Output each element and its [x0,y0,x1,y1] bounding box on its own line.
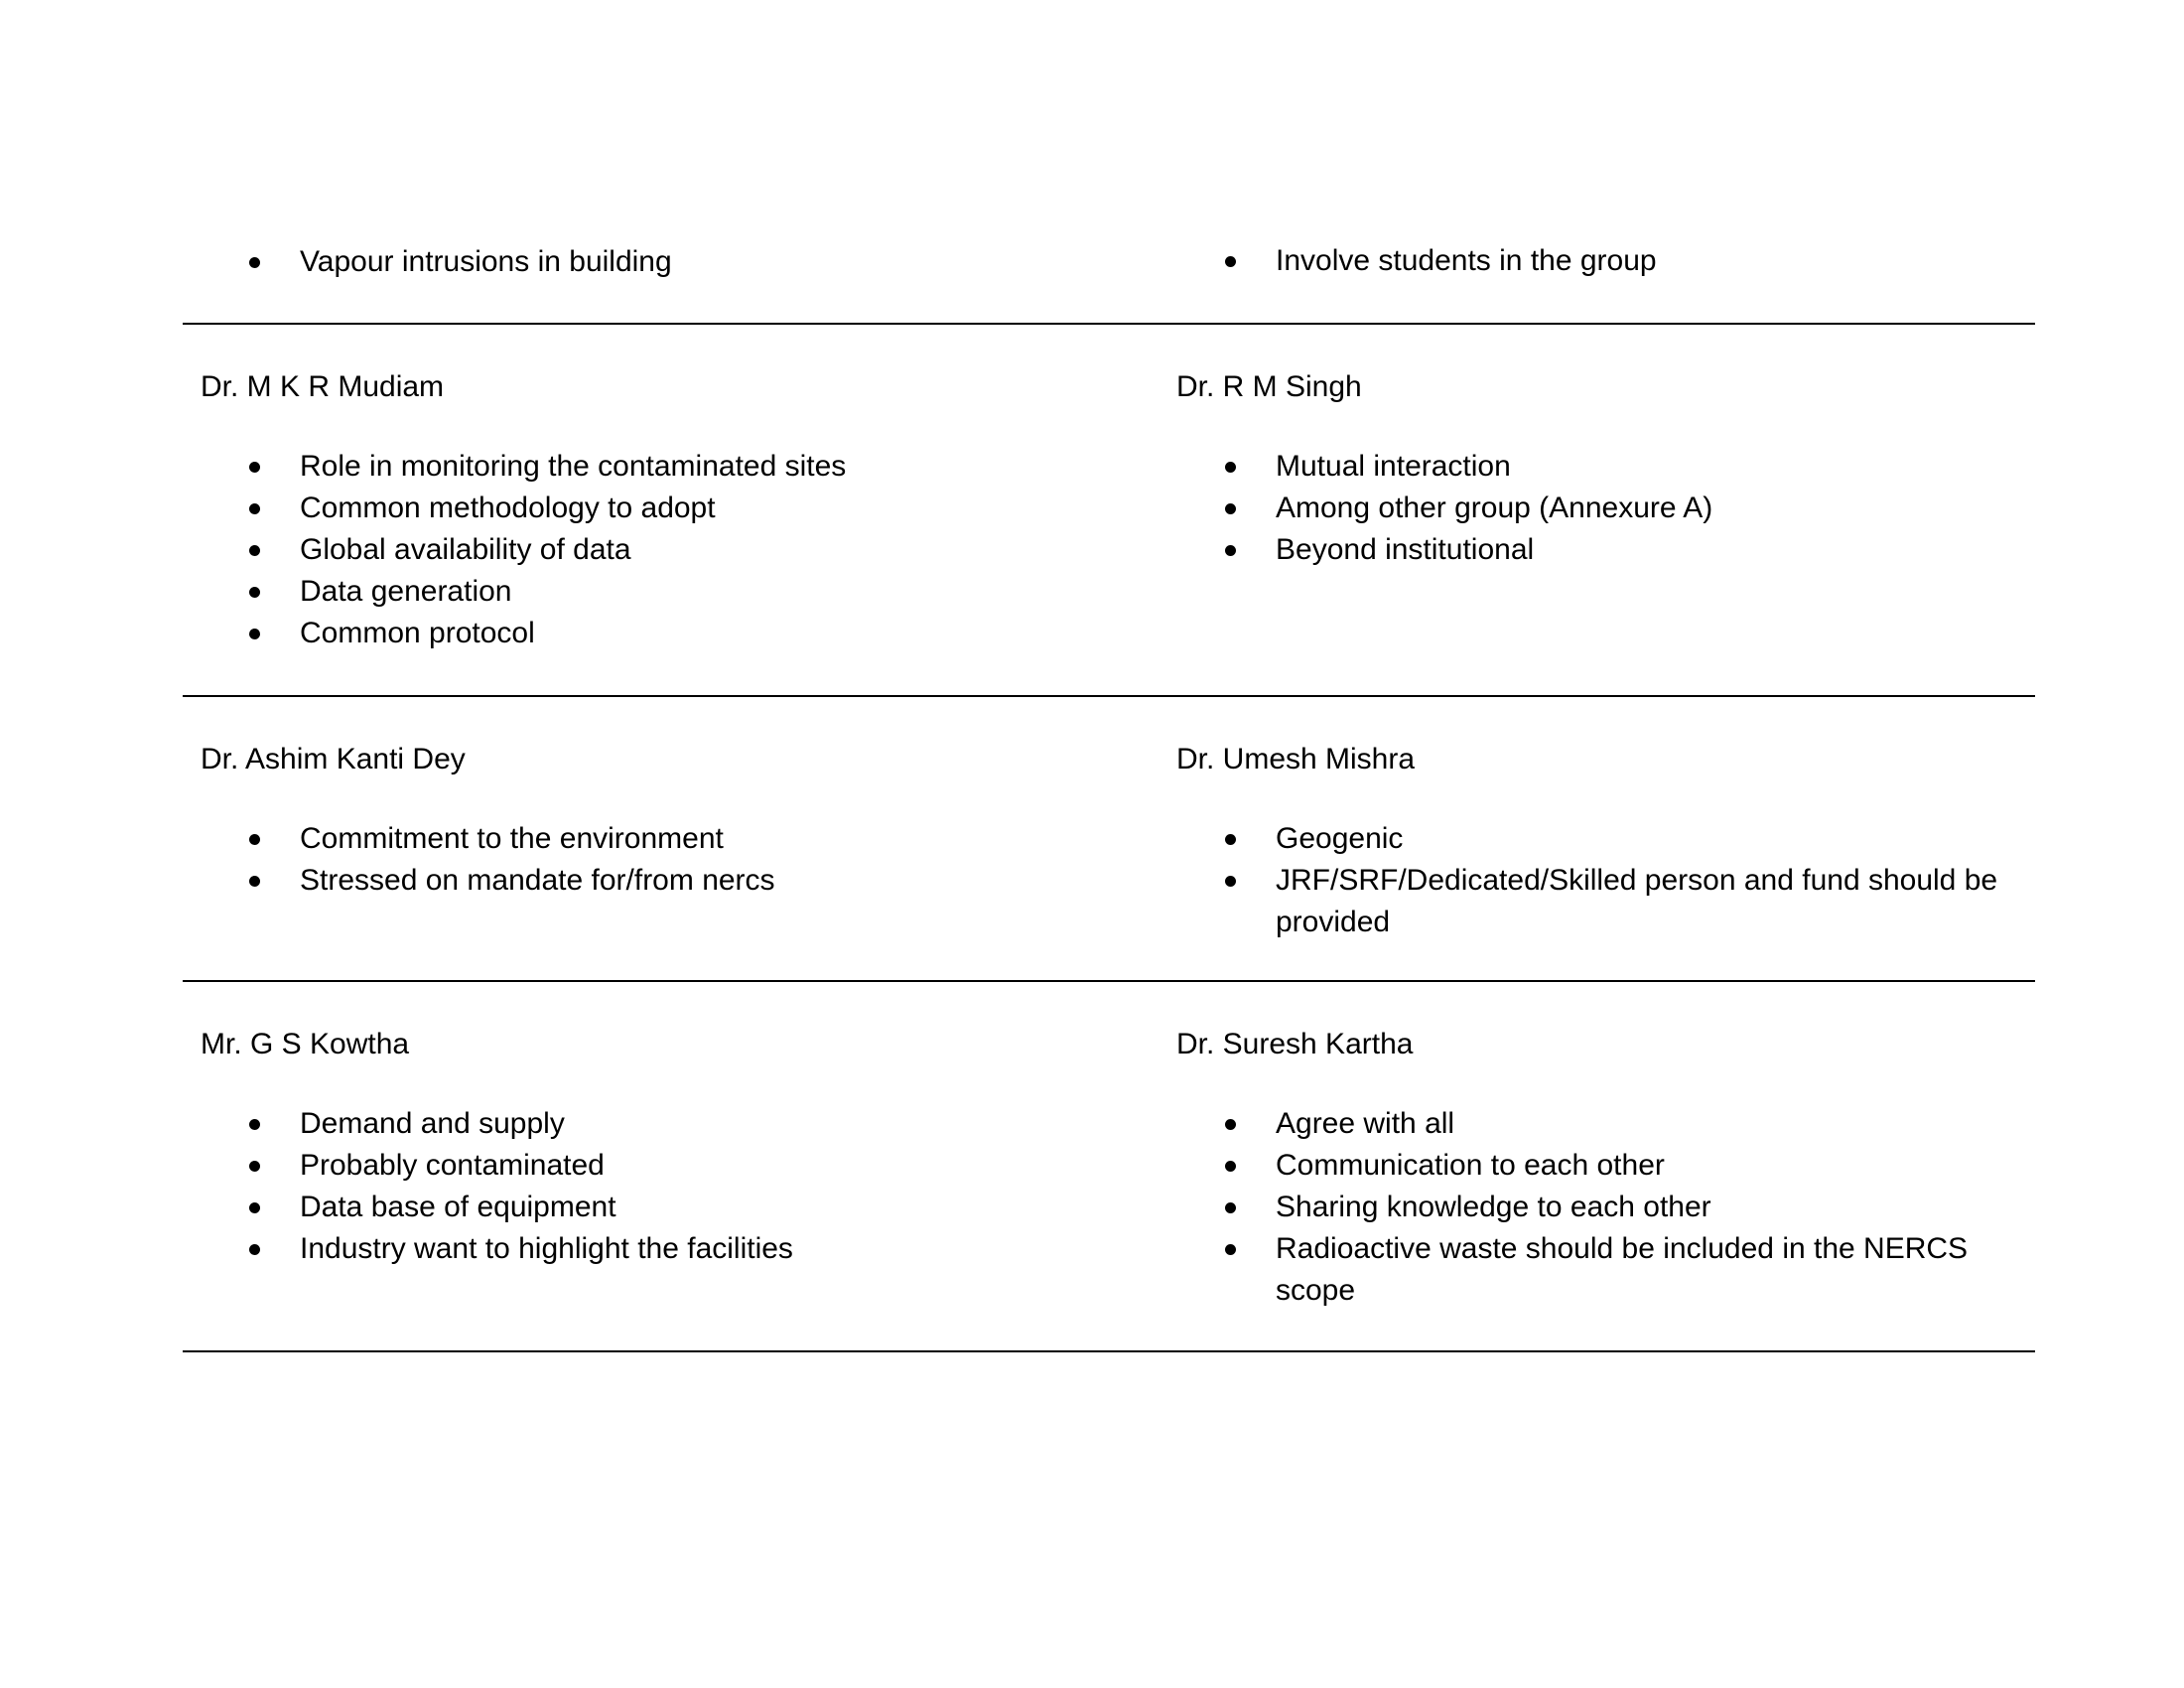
list-item-text: Mutual interaction [1276,450,1511,483]
speaker-name: Dr. M K R Mudiam [201,370,445,403]
list-item-text: JRF/SRF/Dedicated/Skilled person and fund should be provided [1276,864,1998,938]
top-left-cell [201,241,1074,283]
list-item [201,446,1074,488]
bullet-icon [1225,834,1236,845]
bullet-list [1176,446,2030,571]
list-item-text: Among other group (Annexure A) [1276,492,1713,524]
bullet-icon [1225,1202,1236,1213]
list-item-text: Sharing knowledge to each other [1276,1191,1711,1223]
top-right-cell [1176,240,2030,282]
bullet-list [201,818,1074,902]
bullet-icon [1225,1244,1236,1255]
bullet-list [201,241,1074,283]
bullet-icon [249,587,260,598]
list-item [1176,1187,2030,1228]
list-item [1176,1228,2030,1312]
bullet-icon [249,629,260,639]
speaker-cell [201,366,1074,654]
bullet-icon [1225,876,1236,887]
speaker-cell [1176,1024,2030,1312]
list-item [1176,860,2030,943]
bullet-list [1176,240,2030,282]
list-item [201,1145,1074,1187]
list-item-text: Industry want to highlight the facilities [300,1232,793,1265]
bullet-icon [1225,1119,1236,1130]
bullet-icon [249,876,260,887]
list-item-text: Beyond institutional [1276,533,1535,566]
bullet-icon [249,1202,260,1213]
list-item [1176,529,2030,571]
row-divider [183,695,2035,697]
bullet-icon [1225,462,1236,473]
list-item [1176,1145,2030,1187]
list-item-text: Radioactive waste should be included in the NERCS scope [1276,1232,1969,1307]
bullet-icon [1225,256,1236,267]
list-item-text: Commitment to the environment [300,822,724,855]
list-item-text: Common protocol [300,617,535,649]
bullet-list [1176,818,2030,943]
list-item-text: Stressed on mandate for/from nercs [300,864,775,897]
list-item [201,241,1074,283]
row-divider [183,980,2035,982]
speaker-name: Dr. Ashim Kanti Dey [201,743,466,775]
bullet-icon [249,834,260,845]
list-item-text: Involve students in the group [1276,244,1657,277]
bullet-icon [249,1161,260,1172]
bullet-list [201,446,1074,654]
bullet-icon [249,257,260,268]
list-item [201,488,1074,529]
speaker-cell [1176,739,2030,943]
list-item-text: Data generation [300,575,512,608]
list-item-text: Common methodology to adopt [300,492,716,524]
bullet-list [1176,1103,2030,1312]
list-item [201,818,1074,860]
list-item [201,613,1074,654]
row-divider [183,1350,2035,1352]
speaker-name: Dr. R M Singh [1176,370,1362,403]
list-item-text: Agree with all [1276,1107,1455,1140]
speaker-name: Dr. Umesh Mishra [1176,743,1416,775]
speaker-name: Mr. G S Kowtha [201,1028,410,1060]
list-item [201,529,1074,571]
bullet-icon [249,503,260,514]
list-item [201,860,1074,902]
list-item [1176,446,2030,488]
list-item-text: Global availability of data [300,533,631,566]
list-item-text: Data base of equipment [300,1191,616,1223]
row-divider [183,323,2035,325]
bullet-icon [249,545,260,556]
speaker-cell [201,739,1074,902]
speaker-name: Dr. Suresh Kartha [1176,1028,1414,1060]
list-item-text: Demand and supply [300,1107,565,1140]
bullet-icon [249,1119,260,1130]
list-item [1176,1103,2030,1145]
list-item [201,1187,1074,1228]
list-item-text: Vapour intrusions in building [300,245,672,278]
bullet-list [201,1103,1074,1270]
list-item-text: Role in monitoring the contaminated sites [300,450,847,483]
list-item [1176,488,2030,529]
speaker-cell [201,1024,1074,1270]
list-item-text: Probably contaminated [300,1149,605,1182]
bullet-icon [1225,545,1236,556]
bullet-icon [249,1244,260,1255]
list-item [1176,240,2030,282]
bullet-icon [1225,503,1236,514]
list-item [201,1103,1074,1145]
list-item [201,1228,1074,1270]
speaker-cell [1176,366,2030,571]
list-item [1176,818,2030,860]
list-item-text: Communication to each other [1276,1149,1665,1182]
list-item [201,571,1074,613]
list-item-text: Geogenic [1276,822,1404,855]
bullet-icon [1225,1161,1236,1172]
bullet-icon [249,462,260,473]
